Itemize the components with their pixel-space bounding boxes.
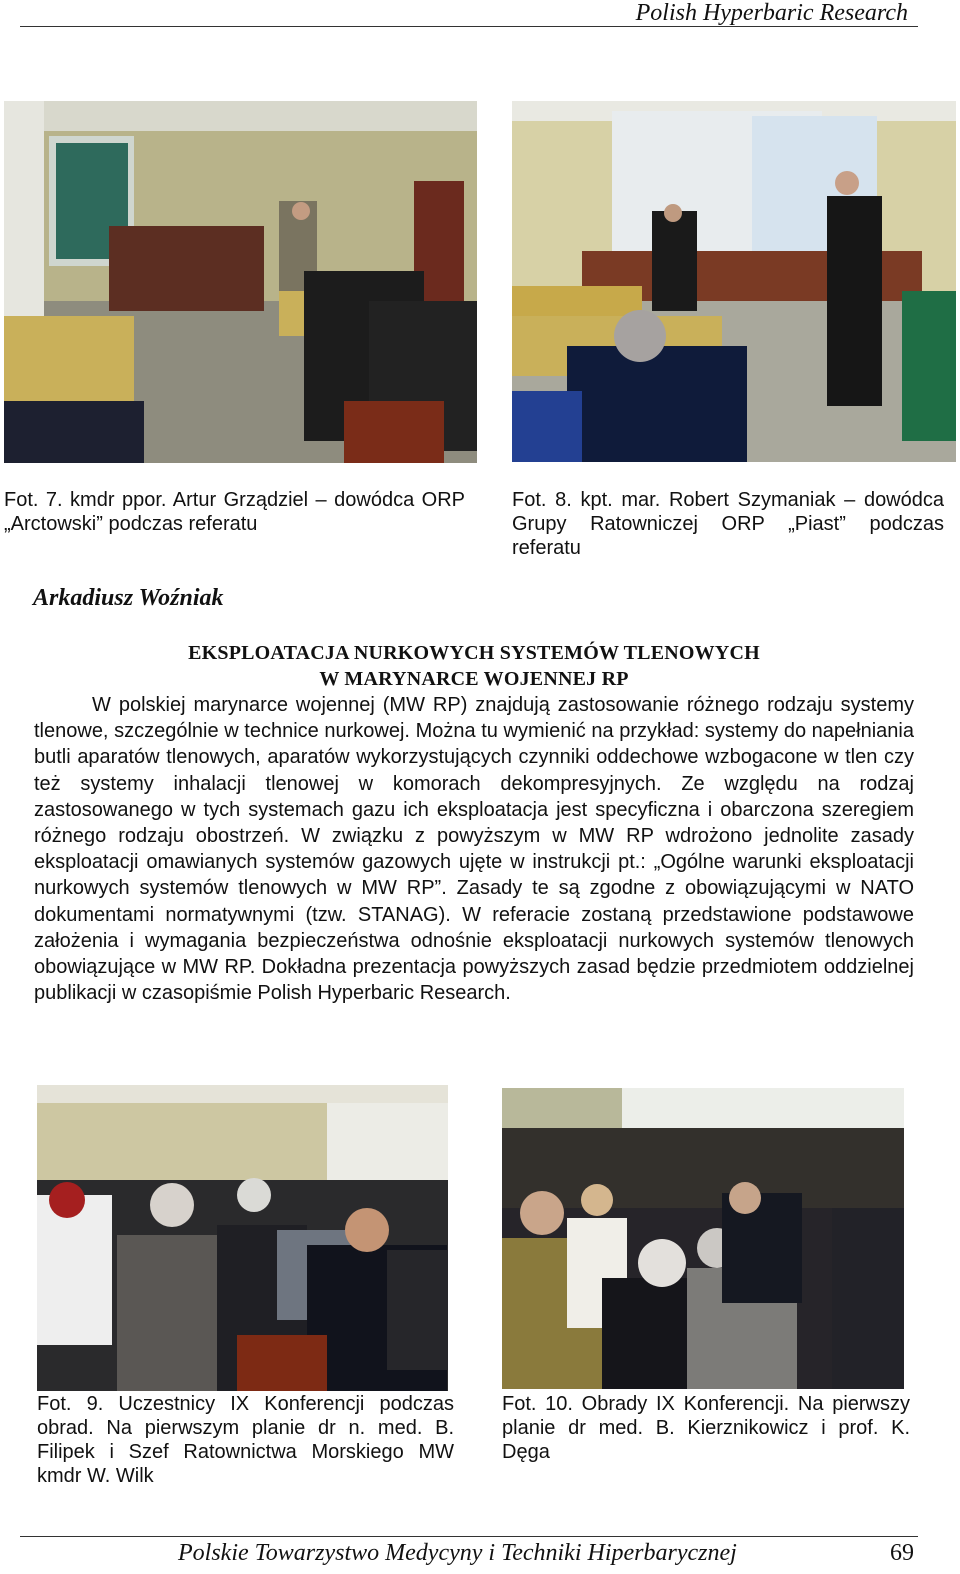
caption-fig10: Fot. 10. Obrady IX Konferencji. Na pierwszy planie dr med. B. Kierznikowicz i prof. K. Dęga [502,1393,910,1463]
abstract-text: W polskiej marynarce wojennej (MW RP) znajdują zastosowanie różnego rodzaju systemy tlenowe, szczególnie w technice nurkowej. Można tu wymienić na przykład: systemy do napełniania butli aparatów tlenowych, aparatów wykorzystujących czynniki oddechowe wzbogacone w tlen czy też systemy inhalacji tlenowej w komorach dekompresyjnych. Ze względu na rodzaj zastosowanego w tych systemach gazu ich eksploatacja jest specyficzna i obarczona szeregiem różnego rodzaju obostrzeń. W związku z powyższym w MW RP wdrożono jednolite zasady eksploatacji omawianych systemów gazowych ujęte w instrukcji pt.: „Ogólne warunki eksploatacji nurkowych systemów tlenowych w MW RP”. Zasady te są zgodne z obowiązującymi w NATO dokumentami normatywnymi (tzw. STANAG). W referacie zostaną przedstawione podstawowe założenia i wymagania bezpieczeństwa odnośnie eksploatacji nurkowych systemów tlenowych obowiązujące w MW RP. Dokładna prezentacja powyższych zasad będzie przedmiotem oddzielnej publikacji w czasopiśmie Polish Hyperbaric Research. [34,694,914,1005]
photo-fig9 [37,1085,448,1391]
footer-society: Polskie Towarzystwo Medycyny i Techniki Hiperbarycznej [178,1540,737,1566]
photo-fig10 [502,1088,904,1389]
author-name: Arkadiusz Woźniak [33,585,224,611]
photo-fig7 [4,101,477,463]
caption-fig9: Fot. 9. Uczestnicy IX Konferencji podczas obrad. Na pierwszym planie dr n. med. B. Filipek i Szef Ratownictwa Morskiego MW kmdr W. Wilk [37,1393,454,1487]
photo-fig8 [512,101,956,462]
header-rule [20,26,918,27]
running-head: Polish Hyperbaric Research [635,0,908,26]
article-title-line2: W MARYNARCE WOJENNEJ RP [319,668,629,690]
caption-fig8: Fot. 8. kpt. mar. Robert Szymaniak – dowódca Grupy Ratowniczej ORP „Piast” podczas referatu [512,489,944,559]
caption-fig7: Fot. 7. kmdr ppor. Artur Grządziel – dowódca ORP „Arctowski” podczas referatu [4,489,465,535]
footer-rule [20,1536,918,1537]
article-title-line1: EKSPLOATACJA NURKOWYCH SYSTEMÓW TLENOWYCH [188,642,760,664]
page-number: 69 [890,1540,914,1566]
article-title [34,640,914,692]
